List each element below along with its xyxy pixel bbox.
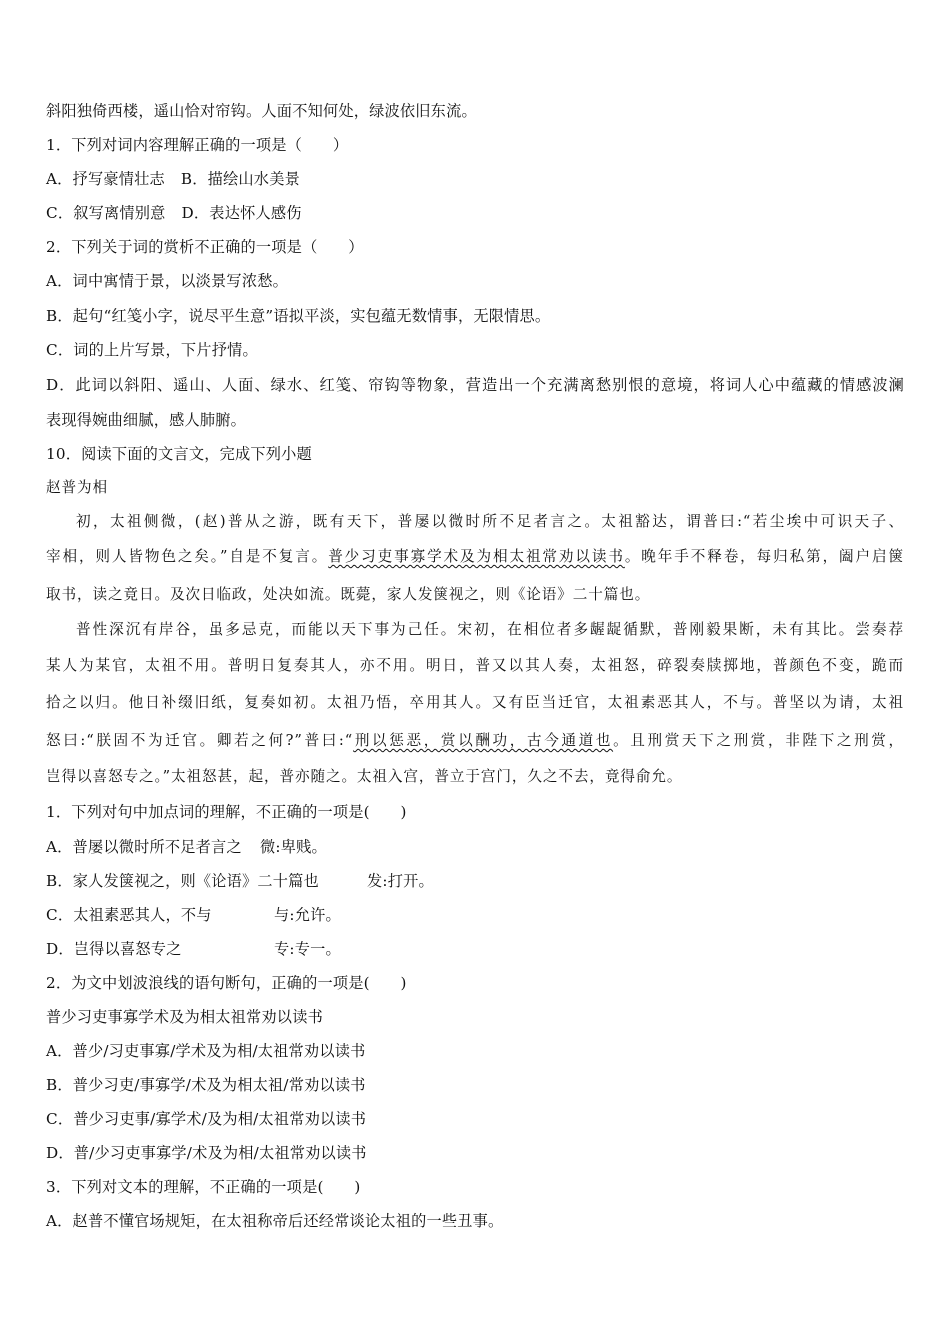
- q2-option-d-line2: 表现得婉曲细腻，感人肺腑。: [46, 411, 247, 429]
- sq2-sentence: 普少习吏事寡学术及为相太祖常劝以读书: [46, 1008, 323, 1026]
- sq2-option-c: C．普少习吏事/寡学术/及为相/太祖常劝以读书: [46, 1110, 367, 1128]
- q1-options-cd: [46, 203, 302, 223]
- para1-line2: [46, 547, 904, 567]
- wavy-underlined-sentence: 普少习吏事寡学术及为相太祖常劝以读书: [328, 548, 625, 565]
- para1-line3: 取书，读之竟日。及次日临政，处决如流。既薨，家人发箧视之，则《论语》二十篇也。: [46, 586, 651, 603]
- sq2-option-d: D．普/少习吏事寡学/术及为相/太祖常劝以读书: [46, 1144, 367, 1162]
- sq1-option-d-text: D．岂得以喜怒专之: [46, 940, 182, 958]
- poem-tail-line: 斜阳独倚西楼，遥山恰对帘钩。人面不知何处，绿波依旧东流。: [46, 102, 477, 120]
- sq1-option-c-gloss: 与:允许。: [274, 906, 341, 924]
- para2-line4-end: 。且刑赏天下之刑赏，非陛下之刑赏，: [613, 732, 904, 749]
- q2-option-d-line1: D．此词以斜阳、遥山、人面、绿水、红笺、帘钩等物象，营造出一个充满离愁别恨的意境，将词人心中蕴藏的情感波澜: [46, 376, 904, 394]
- sq3-option-a: A．赵普不懂官场规矩，在太祖称帝后还经常谈论太祖的一些丑事。: [46, 1212, 504, 1230]
- passage-title: 赵普为相: [46, 479, 108, 496]
- sq1-option-c-text: C．太祖素恶其人，不与: [46, 906, 212, 924]
- wavy-underlined-quote: 刑以惩恶，赏以酬功，古今通道也: [353, 732, 614, 749]
- para1-line2-start: 宰相，则人皆物色之矣。”自是不复言。: [46, 548, 329, 565]
- q1-option-c: C．叙写离情别意: [46, 204, 166, 222]
- q2-option-c: C．词的上片写景，下片抒情。: [46, 341, 258, 359]
- sq1-option-b-text: B．家人发箧视之，则《论语》二十篇也: [46, 872, 319, 890]
- q2-stem: 2．下列关于词的赏析不正确的一项是（ ）: [46, 238, 364, 256]
- sq1-option-a-text: A．普屡以微时所不足者言之: [46, 838, 242, 856]
- para2-line1: 普性深沉有岸谷，虽多忌克，而能以天下事为己任。宋初，在相位者多龌龊循默，普刚毅果断，未有其比。尝奏荐: [76, 621, 904, 638]
- para2-line4: [46, 731, 904, 751]
- sq1-option-b: [46, 871, 434, 891]
- para1-line1: 初，太祖侧微，(赵)普从之游，既有天下，普屡以微时所不足者言之。太祖豁达，谓普曰:“若尘埃中可识天子、: [76, 513, 904, 530]
- sq1-option-a: [46, 837, 327, 857]
- para2-line4-start: 怒曰:“朕固不为迁官。卿若之何?”普曰:“: [46, 732, 354, 749]
- sq1-option-b-gloss: 发:打开。: [367, 872, 434, 890]
- q2-option-b: B．起句“红笺小字，说尽平生意”语拟平淡，实包蕴无数情事，无限情思。: [46, 307, 551, 325]
- q1-options-ab: [46, 169, 300, 189]
- sq1-option-c: [46, 905, 341, 925]
- q1-option-b: B．描绘山水美景: [180, 170, 300, 188]
- sq1-option-d: [46, 939, 341, 959]
- sq2-option-b: B．普少习吏/事寡学/术及为相太祖/常劝以读书: [46, 1076, 366, 1094]
- q1-option-a: A．抒写豪情壮志: [46, 170, 165, 188]
- para1-line2-end: 。晚年手不释卷，每归私第，阖户启箧: [624, 548, 904, 565]
- q2-option-a: A．词中寓情于景，以淡景写浓愁。: [46, 272, 288, 290]
- sq3-stem: 3．下列对文本的理解，不正确的一项是( ): [46, 1178, 361, 1196]
- q10-heading: 10．阅读下面的文言文，完成下列小题: [46, 445, 312, 463]
- sq2-option-a: A．普少/习吏事寡/学术及为相/太祖常劝以读书: [46, 1042, 366, 1060]
- para2-line2: 某人为某官，太祖不用。普明日复奏其人，亦不用。明日，普又以其人奏，太祖怒，碎裂奏牍掷地，普颜色不变，跪而: [46, 657, 904, 674]
- para2-line5: 岂得以喜怒专之。”太祖怒甚，起，普亦随之。太祖入宫，普立于宫门，久之不去，竟得俞允。: [46, 768, 683, 785]
- sq1-stem: 1．下列对句中加点词的理解，不正确的一项是( ): [46, 803, 407, 821]
- q1-option-d: D．表达怀人感伤: [181, 204, 302, 222]
- sq1-option-d-gloss: 专:专一。: [274, 940, 341, 958]
- para2-line3: 拾之以归。他日补缀旧纸，复奏如初。太祖乃悟，卒用其人。又有臣当迁官，太祖素恶其人，不与。普坚以为请，太祖: [46, 694, 904, 711]
- sq2-stem: 2．为文中划波浪线的语句断句，正确的一项是( ): [46, 974, 407, 992]
- q1-stem: 1．下列对词内容理解正确的一项是（ ）: [46, 136, 349, 154]
- sq1-option-a-gloss: 微:卑贱。: [260, 838, 327, 856]
